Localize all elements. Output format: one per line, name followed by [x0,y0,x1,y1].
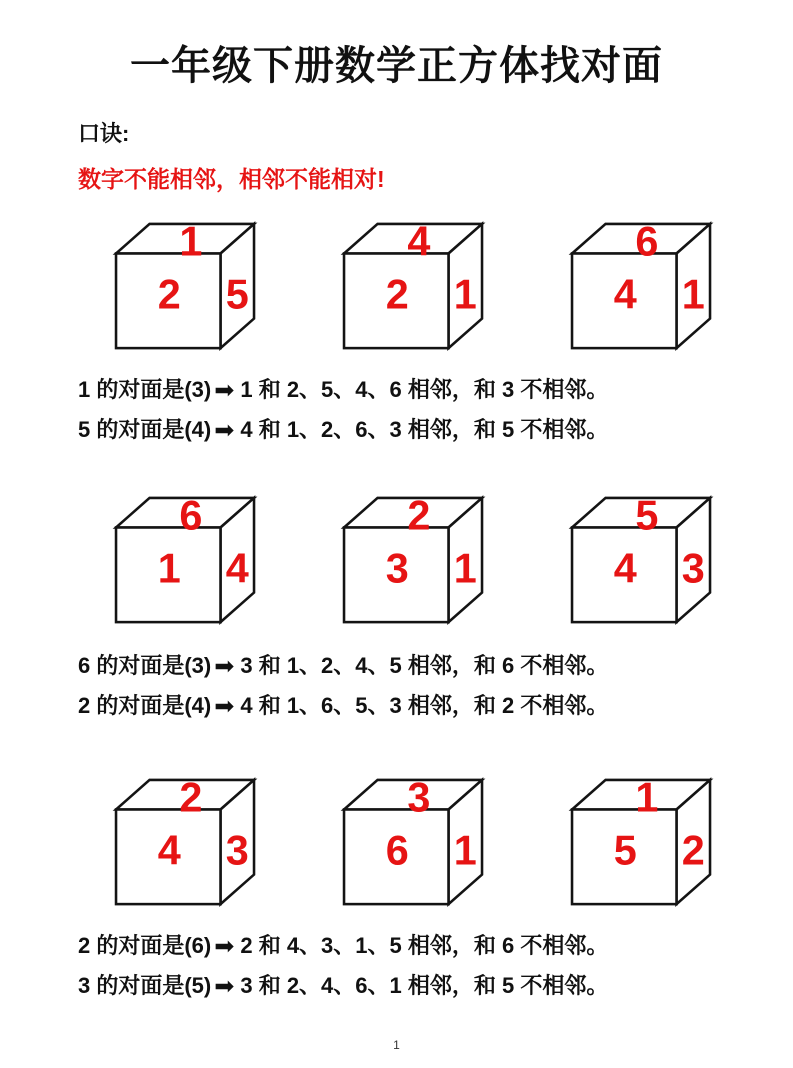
page-number: 1 [393,1038,400,1052]
cube-top-number: 4 [407,218,431,265]
line-prefix: 6 的对面是(3) [78,653,212,678]
cube-section [0,492,793,726]
cube-right-number: 1 [453,271,477,318]
cube-top-number: 5 [635,492,659,539]
cube-top-number: 2 [407,492,431,539]
mnemonic-label: 口诀: [78,121,130,146]
right-arrow-icon: ➡ [214,973,235,1000]
cube-front-number: 2 [157,271,181,318]
cube-front-number: 4 [157,827,181,874]
explanation-line [78,370,793,410]
right-arrow-icon: ➡ [214,417,235,444]
cube-row [0,492,793,630]
right-arrow-icon: ➡ [214,933,235,960]
explanation-block [78,370,793,450]
cube-right-number: 3 [225,827,249,874]
line-text: 3 和 1、2、4、5 相邻，和 6 不相邻。 [240,653,609,678]
cube-right-number: 4 [225,545,249,592]
cube-right-number: 1 [453,827,477,874]
cube-right-number: 3 [681,545,705,592]
cube-right-number: 1 [453,545,477,592]
cube-figure [336,492,494,630]
right-arrow-icon: ➡ [214,693,235,720]
explanation-line [78,926,793,966]
cube-front-number: 3 [385,545,409,592]
cube-top-number: 6 [635,218,659,265]
page-title: 一年级下册数学正方体找对面 [130,44,663,88]
cube-top-number: 3 [407,774,431,821]
cube-figure [564,774,722,912]
line-text: 1 和 2、5、4、6 相邻，和 3 不相邻。 [240,377,609,402]
line-text: 3 和 2、4、6、1 相邻，和 5 不相邻。 [240,973,609,998]
cube-figure [564,492,722,630]
cube-top-number: 1 [635,774,659,821]
explanation-block [78,646,793,726]
cube-figure [336,218,494,356]
cube-front-number: 6 [385,827,409,874]
mnemonic-rule: 数字不能相邻，相邻不能相对! [78,166,385,192]
cube-front-number: 2 [385,271,409,318]
cube-figure [564,218,722,356]
line-prefix: 2 的对面是(6) [78,933,212,958]
right-arrow-icon: ➡ [214,653,235,680]
cube-row [0,218,793,356]
cube-top-number: 2 [179,774,203,821]
line-text: 4 和 1、6、5、3 相邻，和 2 不相邻。 [240,693,609,718]
cube-row [0,774,793,912]
cube-figure [108,492,266,630]
line-text: 2 和 4、3、1、5 相邻，和 6 不相邻。 [240,933,609,958]
cube-figure [108,774,266,912]
cube-right-number: 1 [681,271,705,318]
cube-section [0,218,793,450]
right-arrow-icon: ➡ [214,377,235,404]
explanation-line [78,646,793,686]
cube-front-number: 4 [613,545,637,592]
line-prefix: 5 的对面是(4) [78,417,212,442]
explanation-line [78,410,793,450]
cube-front-number: 4 [613,271,637,318]
cube-figure [336,774,494,912]
explanation-line [78,686,793,726]
cube-section [0,774,793,1006]
line-prefix: 1 的对面是(3) [78,377,212,402]
cube-top-number: 1 [179,218,203,265]
line-text: 4 和 1、2、6、3 相邻，和 5 不相邻。 [240,417,609,442]
cube-figure [108,218,266,356]
cube-front-number: 5 [613,827,637,874]
cube-right-number: 2 [681,827,705,874]
explanation-block [78,926,793,1006]
explanation-line [78,966,793,1006]
cube-front-number: 1 [157,545,181,592]
cube-right-number: 5 [225,271,249,318]
cube-top-number: 6 [179,492,203,539]
line-prefix: 3 的对面是(5) [78,973,212,998]
line-prefix: 2 的对面是(4) [78,693,212,718]
